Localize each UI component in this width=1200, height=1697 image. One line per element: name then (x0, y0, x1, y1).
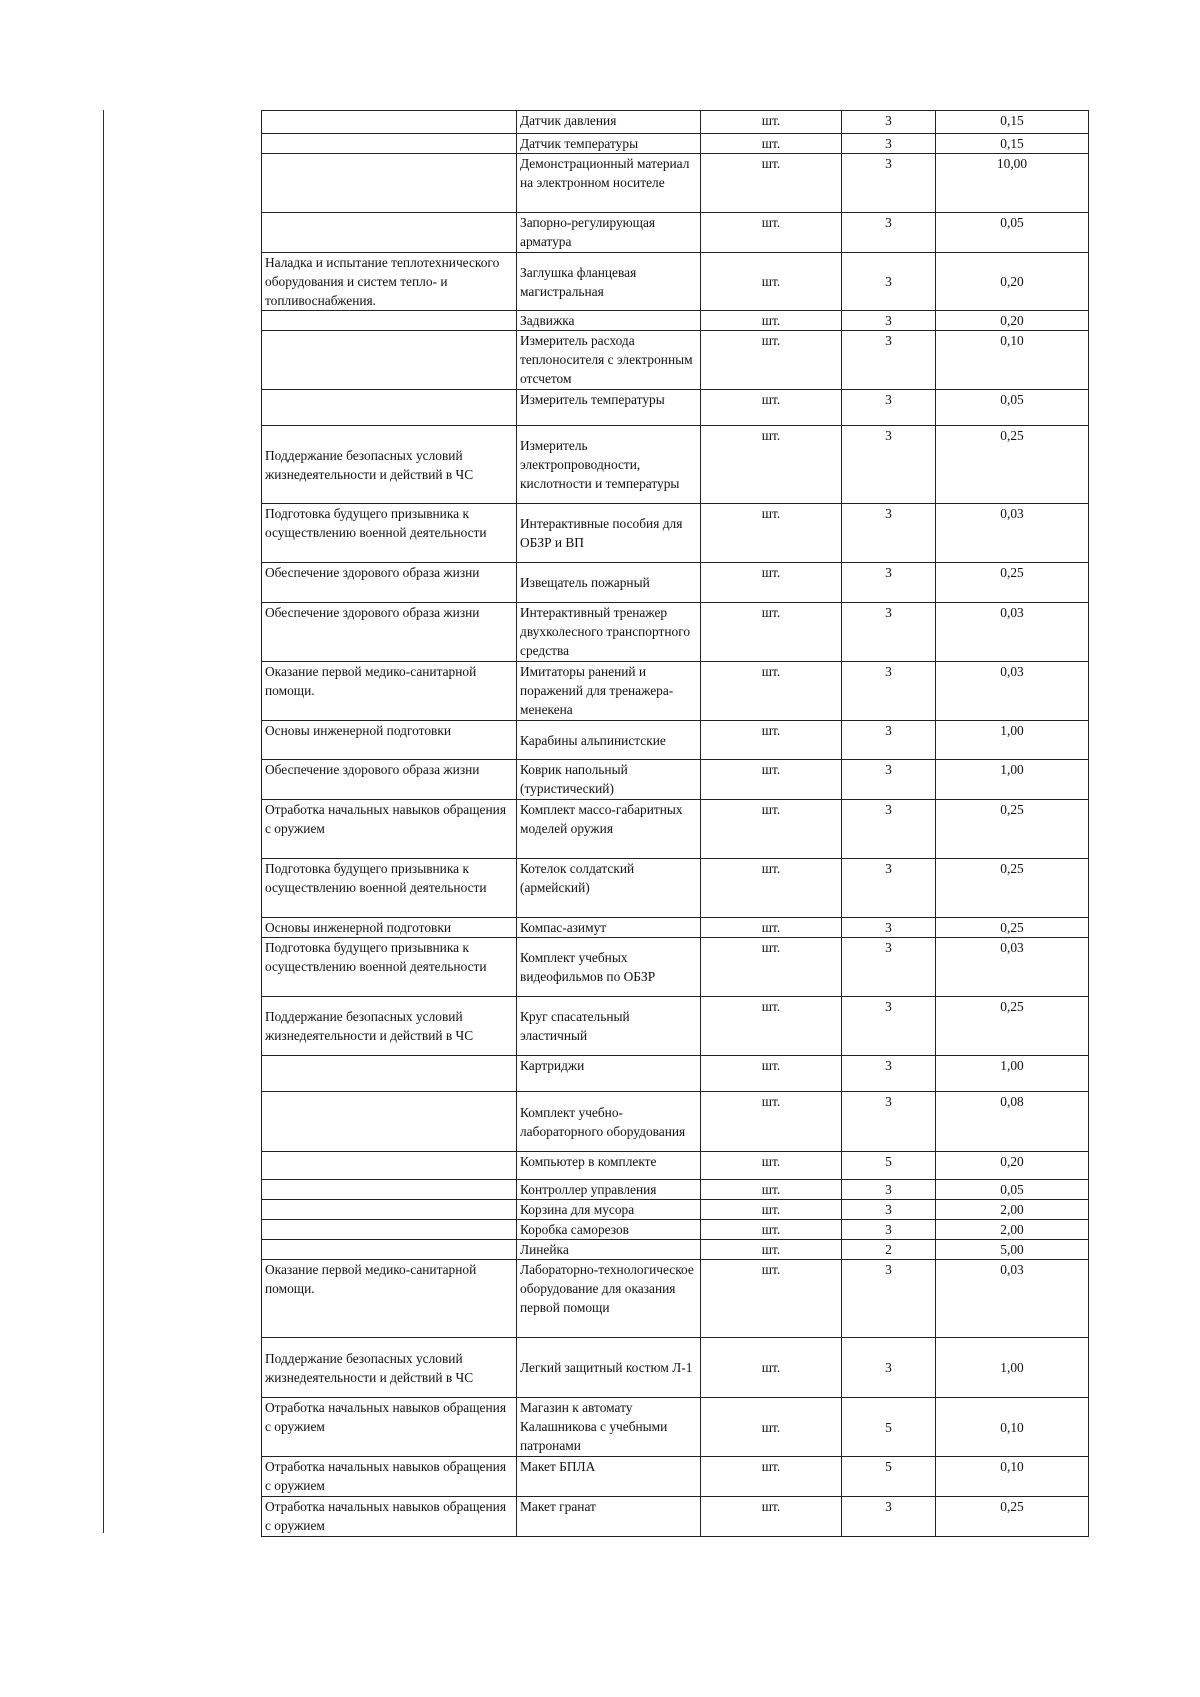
table-row (262, 504, 1089, 563)
activity-cell: Оказание первой медико-санитарной помощи. (262, 1260, 517, 1338)
unit-cell: шт. (701, 603, 842, 662)
qty-cell: 3 (842, 918, 936, 938)
table-row (262, 426, 1089, 504)
qty-cell: 3 (842, 800, 936, 859)
coef-cell: 0,25 (936, 859, 1089, 918)
coef-cell: 1,00 (936, 721, 1089, 760)
unit-cell: шт. (701, 154, 842, 213)
table-row (262, 1180, 1089, 1200)
activity-cell (262, 134, 517, 154)
item-cell: Комплект учебно-лабораторного оборудования (517, 1092, 701, 1152)
coef-cell: 0,03 (936, 1260, 1089, 1338)
item-cell: Компас-азимут (517, 918, 701, 938)
item-cell: Извещатель пожарный (517, 563, 701, 603)
qty-cell: 3 (842, 504, 936, 563)
item-cell: Лабораторно-технологическое оборудование для оказания первой помощи (517, 1260, 701, 1338)
item-cell: Котелок солдатский (армейский) (517, 859, 701, 918)
coef-cell: 0,20 (936, 1152, 1089, 1180)
activity-cell: Оказание первой медико-санитарной помощи. (262, 662, 517, 721)
unit-cell: шт. (701, 253, 842, 311)
item-cell: Измеритель температуры (517, 390, 701, 426)
table-row (262, 1220, 1089, 1240)
activity-cell: Подготовка будущего призывника к осуществлению военной деятельности (262, 504, 517, 563)
item-cell: Датчик температуры (517, 134, 701, 154)
qty-cell: 5 (842, 1152, 936, 1180)
activity-cell: Отработка начальных навыков обращения с оружием (262, 1497, 517, 1537)
unit-cell: шт. (701, 331, 842, 390)
table-row (262, 938, 1089, 997)
item-cell: Датчик давления (517, 111, 701, 134)
item-cell: Заглушка фланцевая магистральная (517, 253, 701, 311)
item-cell: Измеритель расхода теплоносителя с электронным отсчетом (517, 331, 701, 390)
qty-cell: 3 (842, 1338, 936, 1398)
item-cell: Магазин к автомату Калашникова с учебными патронами (517, 1398, 701, 1457)
table-row (262, 331, 1089, 390)
qty-cell: 3 (842, 1200, 936, 1220)
activity-cell: Поддержание безопасных условий жизнедеятельности и действий в ЧС (262, 1338, 517, 1398)
unit-cell: шт. (701, 859, 842, 918)
qty-cell: 3 (842, 603, 936, 662)
qty-cell: 3 (842, 760, 936, 800)
item-cell: Измеритель электропроводности, кислотности и температуры (517, 426, 701, 504)
qty-cell: 3 (842, 1220, 936, 1240)
table-row (262, 1200, 1089, 1220)
activity-cell (262, 1092, 517, 1152)
activity-cell: Обеспечение здорового образа жизни (262, 563, 517, 603)
coef-cell: 5,00 (936, 1240, 1089, 1260)
coef-cell: 2,00 (936, 1200, 1089, 1220)
coef-cell: 0,20 (936, 311, 1089, 331)
table-row (262, 1056, 1089, 1092)
unit-cell: шт. (701, 504, 842, 563)
item-cell: Задвижка (517, 311, 701, 331)
table-row (262, 1497, 1089, 1537)
item-cell: Компьютер в комплекте (517, 1152, 701, 1180)
unit-cell: шт. (701, 1240, 842, 1260)
coef-cell: 0,25 (936, 997, 1089, 1056)
unit-cell: шт. (701, 426, 842, 504)
unit-cell: шт. (701, 721, 842, 760)
unit-cell: шт. (701, 1398, 842, 1457)
item-cell: Круг спасательный эластичный (517, 997, 701, 1056)
table-row (262, 662, 1089, 721)
qty-cell: 3 (842, 1056, 936, 1092)
unit-cell: шт. (701, 1056, 842, 1092)
table-row (262, 1260, 1089, 1338)
item-cell: Макет БПЛА (517, 1457, 701, 1497)
table-row (262, 1398, 1089, 1457)
qty-cell: 3 (842, 253, 936, 311)
unit-cell: шт. (701, 918, 842, 938)
activity-cell (262, 111, 517, 134)
table-row (262, 997, 1089, 1056)
table-row (262, 213, 1089, 253)
table-row (262, 1092, 1089, 1152)
table-row (262, 111, 1089, 134)
item-cell: Картриджи (517, 1056, 701, 1092)
table-row (262, 311, 1089, 331)
item-cell: Коврик напольный (туристический) (517, 760, 701, 800)
unit-cell: шт. (701, 111, 842, 134)
unit-cell: шт. (701, 1260, 842, 1338)
qty-cell: 3 (842, 331, 936, 390)
table-row (262, 1240, 1089, 1260)
activity-cell: Поддержание безопасных условий жизнедеятельности и действий в ЧС (262, 997, 517, 1056)
activity-cell: Основы инженерной подготовки (262, 918, 517, 938)
table-row (262, 1338, 1089, 1398)
coef-cell: 0,05 (936, 213, 1089, 253)
activity-cell: Поддержание безопасных условий жизнедеятельности и действий в ЧС (262, 426, 517, 504)
activity-cell (262, 154, 517, 213)
activity-cell: Обеспечение здорового образа жизни (262, 760, 517, 800)
unit-cell: шт. (701, 1497, 842, 1537)
unit-cell: шт. (701, 1338, 842, 1398)
qty-cell: 2 (842, 1240, 936, 1260)
qty-cell: 3 (842, 111, 936, 134)
item-cell: Комплект учебных видеофильмов по ОБЗР (517, 938, 701, 997)
unit-cell: шт. (701, 311, 842, 331)
qty-cell: 5 (842, 1457, 936, 1497)
item-cell: Коробка саморезов (517, 1220, 701, 1240)
activity-cell: Основы инженерной подготовки (262, 721, 517, 760)
table-row (262, 918, 1089, 938)
qty-cell: 3 (842, 721, 936, 760)
coef-cell: 0,08 (936, 1092, 1089, 1152)
table-row (262, 760, 1089, 800)
activity-cell: Подготовка будущего призывника к осуществлению военной деятельности (262, 859, 517, 918)
unit-cell: шт. (701, 1220, 842, 1240)
activity-cell: Отработка начальных навыков обращения с оружием (262, 1398, 517, 1457)
unit-cell: шт. (701, 563, 842, 603)
item-cell: Корзина для мусора (517, 1200, 701, 1220)
activity-cell: Отработка начальных навыков обращения с оружием (262, 800, 517, 859)
coef-cell: 0,25 (936, 1497, 1089, 1537)
activity-cell (262, 1220, 517, 1240)
coef-cell: 0,15 (936, 111, 1089, 134)
left-margin-line (103, 110, 104, 1533)
coef-cell: 2,00 (936, 1220, 1089, 1240)
coef-cell: 0,10 (936, 1398, 1089, 1457)
unit-cell: шт. (701, 760, 842, 800)
coef-cell: 1,00 (936, 1338, 1089, 1398)
unit-cell: шт. (701, 662, 842, 721)
item-cell: Комплект массо-габаритных моделей оружия (517, 800, 701, 859)
unit-cell: шт. (701, 1152, 842, 1180)
qty-cell: 3 (842, 390, 936, 426)
qty-cell: 3 (842, 213, 936, 253)
qty-cell: 3 (842, 134, 936, 154)
coef-cell: 0,03 (936, 662, 1089, 721)
unit-cell: шт. (701, 390, 842, 426)
coef-cell: 0,05 (936, 390, 1089, 426)
activity-cell (262, 1200, 517, 1220)
qty-cell: 3 (842, 154, 936, 213)
qty-cell: 3 (842, 311, 936, 331)
qty-cell: 3 (842, 1497, 936, 1537)
coef-cell: 10,00 (936, 154, 1089, 213)
coef-cell: 0,10 (936, 331, 1089, 390)
coef-cell: 0,25 (936, 563, 1089, 603)
activity-cell: Отработка начальных навыков обращения с оружием (262, 1457, 517, 1497)
unit-cell: шт. (701, 938, 842, 997)
coef-cell: 1,00 (936, 760, 1089, 800)
coef-cell: 0,03 (936, 504, 1089, 563)
qty-cell: 3 (842, 1180, 936, 1200)
item-cell: Линейка (517, 1240, 701, 1260)
unit-cell: шт. (701, 1457, 842, 1497)
qty-cell: 3 (842, 1260, 936, 1338)
qty-cell: 3 (842, 563, 936, 603)
qty-cell: 3 (842, 426, 936, 504)
coef-cell: 0,25 (936, 800, 1089, 859)
activity-cell (262, 213, 517, 253)
unit-cell: шт. (701, 1180, 842, 1200)
table-row (262, 154, 1089, 213)
unit-cell: шт. (701, 1200, 842, 1220)
unit-cell: шт. (701, 134, 842, 154)
item-cell: Макет гранат (517, 1497, 701, 1537)
coef-cell: 0,05 (936, 1180, 1089, 1200)
activity-cell (262, 390, 517, 426)
coef-cell: 0,25 (936, 426, 1089, 504)
activity-cell (262, 1152, 517, 1180)
table-row (262, 1457, 1089, 1497)
activity-cell (262, 331, 517, 390)
table-row (262, 134, 1089, 154)
unit-cell: шт. (701, 997, 842, 1056)
coef-cell: 0,20 (936, 253, 1089, 311)
item-cell: Легкий защитный костюм Л-1 (517, 1338, 701, 1398)
table-row (262, 253, 1089, 311)
table-row (262, 390, 1089, 426)
qty-cell: 5 (842, 1398, 936, 1457)
activity-cell (262, 1240, 517, 1260)
table-row (262, 563, 1089, 603)
qty-cell: 3 (842, 997, 936, 1056)
qty-cell: 3 (842, 1092, 936, 1152)
activity-cell: Обеспечение здорового образа жизни (262, 603, 517, 662)
item-cell: Демонстрационный материал на электронном носителе (517, 154, 701, 213)
activity-cell (262, 311, 517, 331)
coef-cell: 0,03 (936, 603, 1089, 662)
activity-cell: Наладка и испытание теплотехнического оборудования и систем тепло- и топливоснабжения. (262, 253, 517, 311)
activity-cell (262, 1180, 517, 1200)
coef-cell: 0,10 (936, 1457, 1089, 1497)
unit-cell: шт. (701, 800, 842, 859)
qty-cell: 3 (842, 859, 936, 918)
activity-cell: Подготовка будущего призывника к осуществлению военной деятельности (262, 938, 517, 997)
coef-cell: 1,00 (936, 1056, 1089, 1092)
equipment-table (261, 110, 1089, 1537)
table-row (262, 721, 1089, 760)
qty-cell: 3 (842, 662, 936, 721)
qty-cell: 3 (842, 938, 936, 997)
item-cell: Интерактивный тренажер двухколесного транспортного средства (517, 603, 701, 662)
coef-cell: 0,25 (936, 918, 1089, 938)
table-row (262, 859, 1089, 918)
table-row (262, 800, 1089, 859)
unit-cell: шт. (701, 1092, 842, 1152)
coef-cell: 0,03 (936, 938, 1089, 997)
coef-cell: 0,15 (936, 134, 1089, 154)
item-cell: Карабины альпинистские (517, 721, 701, 760)
activity-cell (262, 1056, 517, 1092)
item-cell: Запорно-регулирующая арматура (517, 213, 701, 253)
item-cell: Контроллер управления (517, 1180, 701, 1200)
table-row (262, 1152, 1089, 1180)
item-cell: Интерактивные пособия для ОБЗР и ВП (517, 504, 701, 563)
item-cell: Имитаторы ранений и поражений для тренажера-менекена (517, 662, 701, 721)
unit-cell: шт. (701, 213, 842, 253)
table-row (262, 603, 1089, 662)
